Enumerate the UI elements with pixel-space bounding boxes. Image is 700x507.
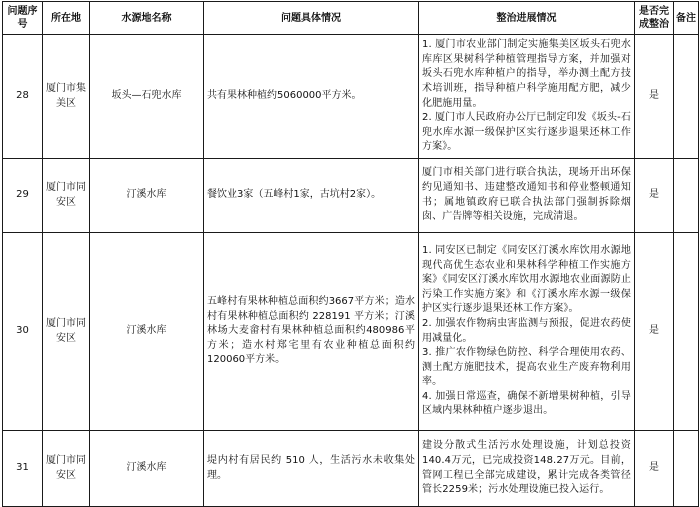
cell-problem: 堤内村有居民约 510 人，生活污水未收集处理。 <box>204 431 419 507</box>
cell-remark <box>674 159 699 233</box>
cell-remark <box>674 233 699 431</box>
cell-problem: 共有果林种植约5060000平方米。 <box>204 35 419 159</box>
cell-progress: 厦门市相关部门进行联合执法，现场开出环保约见通知书、违建整改通知书和停业整顿通知书；属地镇政府已联合执法部门强制拆除烟囱、广告牌等相关设施，完成清退。 <box>419 159 635 233</box>
cell-source: 汀溪水库 <box>90 159 204 233</box>
cell-progress: 建设分散式生活污水处理设施，计划总投资140.4万元，已完成投资148.27万元。目前，管网工程已全部完成建设，累计完成各类管径管长2259米；污水处理设施已投入运行。 <box>419 431 635 507</box>
cell-done: 是 <box>635 159 674 233</box>
rectification-table <box>2 1 699 507</box>
cell-done: 是 <box>635 233 674 431</box>
header-location: 所在地 <box>43 2 90 35</box>
cell-source: 汀溪水库 <box>90 431 204 507</box>
header-problem: 问题具体情况 <box>204 2 419 35</box>
table-row <box>3 233 699 431</box>
cell-num: 31 <box>3 431 43 507</box>
header-progress: 整治进展情况 <box>419 2 635 35</box>
cell-remark <box>674 431 699 507</box>
cell-remark <box>674 35 699 159</box>
cell-location: 厦门市同安区 <box>43 431 90 507</box>
cell-problem: 餐饮业3家（五峰村1家，古坑村2家）。 <box>204 159 419 233</box>
cell-progress: 1. 同安区已制定《同安区汀溪水库饮用水源地现代高优生态农业和果林科学种植工作实施方案》《同安区汀溪水库饮用水源地农业面源防止污染工作实施方案》和《汀溪水库水源一级保护区实行逐步退果还林工作方案》。 2. 加强农作物病虫害监测与预报，促进农药使用减量化。 3. 推广农作物绿色防控、科学合理使用农药、测土配方施肥技术，提高农业生产废弃物利用率。 4. 加强日常巡查，确保不新增果树种植，引导区域内果林种植户逐步退出。 <box>419 233 635 431</box>
cell-progress: 1. 厦门市农业部门制定实施集美区坂头石兜水库库区果树科学种植管理指导方案，并加强对坂头石兜水库种植户的指导，举办测土配方技术培训班，指导种植户科学施用配方肥，减少化肥施用量。 2. 厦门市人民政府办公厅已制定印发《坂头-石兜水库水源一级保护区实行逐步退果还林工作方案》。 <box>419 35 635 159</box>
cell-num: 28 <box>3 35 43 159</box>
header-num: 问题序号 <box>3 2 43 35</box>
header-done: 是否完成整治 <box>635 2 674 35</box>
header-row <box>3 2 699 35</box>
header-remark: 备注 <box>674 2 699 35</box>
table-row <box>3 431 699 507</box>
header-source: 水源地名称 <box>90 2 204 35</box>
cell-source: 汀溪水库 <box>90 233 204 431</box>
cell-done: 是 <box>635 35 674 159</box>
cell-done: 是 <box>635 431 674 507</box>
cell-location: 厦门市同安区 <box>43 233 90 431</box>
cell-location: 厦门市集美区 <box>43 35 90 159</box>
cell-num: 29 <box>3 159 43 233</box>
cell-location: 厦门市同安区 <box>43 159 90 233</box>
cell-problem: 五峰村有果林种植总面积约3667平方米；造水村有果林种植总面积约 228191 平方米；汀溪林场大麦畲村有果林种植总面积约480986平方米；造水村郑宅里有农业种植总面积约120060平方米。 <box>204 233 419 431</box>
table-row <box>3 159 699 233</box>
table-row <box>3 35 699 159</box>
cell-num: 30 <box>3 233 43 431</box>
cell-source: 坂头—石兜水库 <box>90 35 204 159</box>
